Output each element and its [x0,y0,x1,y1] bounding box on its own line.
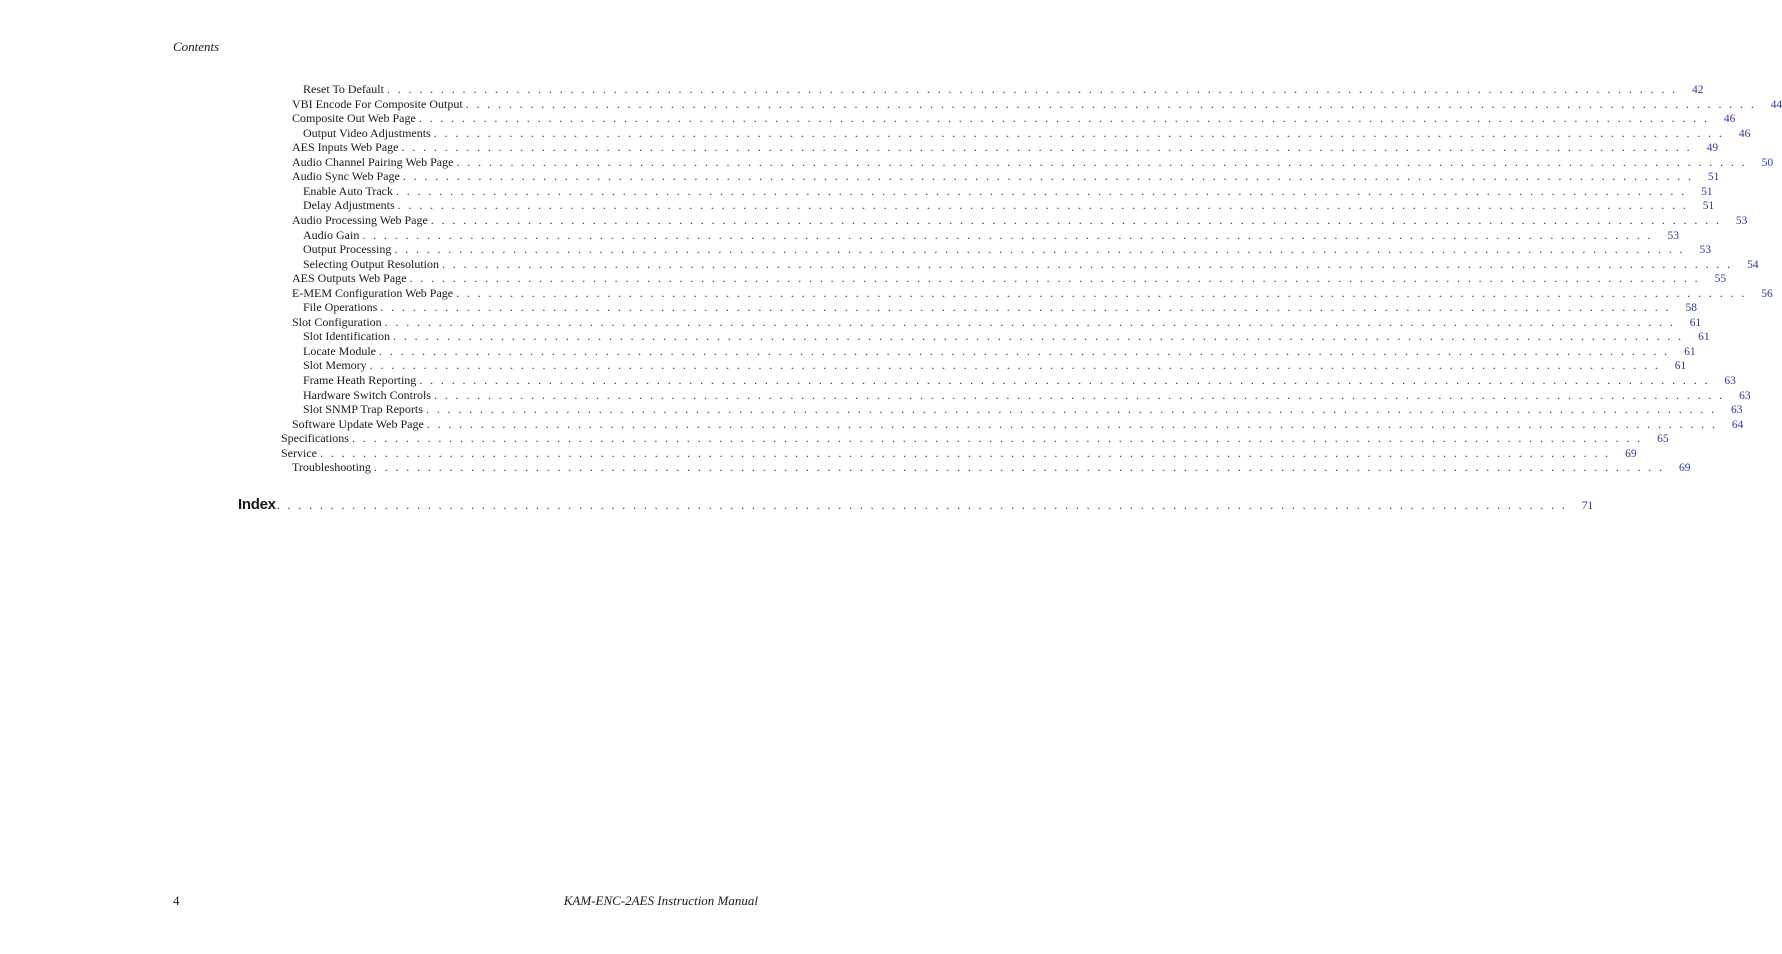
toc-entry[interactable] [292,97,1782,112]
toc-entry[interactable] [292,417,1744,432]
dot-leader: . . . . . . . . . . . . . . . . . . . . . . . . . . . . . . . . . . . . . . . . . . . . . . . . . . . . . . . . . . . . . . . . . . . . . . . . . . . . . . . . . . . . . . . . . . . . . . . . . . . . . . . . . . . . . . . . . . . . . . . . [319,446,1611,460]
toc-entry-title: Output Processing [303,242,392,256]
toc-entry-title: Audio Sync Web Page [292,169,400,183]
index-page-link[interactable]: 71 [1581,500,1594,512]
toc-entry[interactable] [303,329,1710,344]
toc-entry-page-link[interactable]: 53 [1699,244,1711,256]
dot-leader: . . . . . . . . . . . . . . . . . . . . . . . . . . . . . . . . . . . . . . . . . . . . . . . . . . . . . . . . . . . . . . . . . . . . . . . . . . . . . . . . . . . . . . . . . . . . . . . . . . . . . . . . . . . . . . . . . . . . . . . . [378,344,1670,358]
toc-entry-page-link[interactable]: 63 [1739,390,1751,402]
toc-entry[interactable] [303,198,1715,213]
toc-entry-title: Slot Identification [303,329,390,343]
dot-leader: . . . . . . . . . . . . . . . . . . . . . . . . . . . . . . . . . . . . . . . . . . . . . . . . . . . . . . . . . . . . . . . . . . . . . . . . . . . . . . . . . . . . . . . . . . . . . . . . . . . . . . . . . . . . . . . . . . . . . . . . [380,300,1671,314]
toc-entry[interactable] [292,213,1748,228]
dot-leader: . . . . . . . . . . . . . . . . . . . . . . . . . . . . . . . . . . . . . . . . . . . . . . . . . . . . . . . . . . . . . . . . . . . . . . . . . . . . . . . . . . . . . . . . . . . . . . . . . . . . . . . . . . . . . . . . . . . . . . . . [456,286,1747,300]
toc-entry-title: File Operations [303,300,378,314]
toc-entry-page-link[interactable]: 53 [1667,230,1679,242]
toc-entry[interactable] [303,402,1743,417]
toc-entry-title: Audio Channel Pairing Web Page [292,155,454,169]
dot-leader: . . . . . . . . . . . . . . . . . . . . . . . . . . . . . . . . . . . . . . . . . . . . . . . . . . . . . . . . . . . . . . . . . . . . . . . . . . . . . . . . . . . . . . . . . . . . . . . . . . . . . . . . . . . . . . . . . . . . . . . . [426,417,1718,431]
dot-leader: . . . . . . . . . . . . . . . . . . . . . . . . . . . . . . . . . . . . . . . . . . . . . . . . . . . . . . . . . . . . . . . . . . . . . . . . . . . . . . . . . . . . . . . . . . . . . . . . . . . . . . . . . . . . . . . . . . . . . . . . [433,126,1725,140]
toc-entry-title: Specifications [281,431,349,445]
dot-leader: . . . . . . . . . . . . . . . . . . . . . . . . . . . . . . . . . . . . . . . . . . . . . . . . . . . . . . . . . . . . . . . . . . . . . . . . . . . . . . . . . . . . . . . . . . . . . . . . . . . . . . . . . . . . . . . . . . . . . . . . [392,329,1684,343]
dot-leader: . . . . . . . . . . . . . . . . . . . . . . . . . . . . . . . . . . . . . . . . . . . . . . . . . . . . . . . . . . . . . . . . . . . . . . . . . . . . . . . . . . . . . . . . . . . . . . . . . . . . . . . . . . . . . . . . . . . . . . . . [442,257,1733,271]
toc-entry[interactable] [303,228,1679,243]
toc-entry-title: Troubleshooting [292,460,371,474]
toc-entry-page-link[interactable]: 63 [1731,404,1743,416]
toc-entry-title: Software Update Web Page [292,417,424,431]
index-title: Index [238,496,276,513]
toc-entry-title: E-MEM Configuration Web Page [292,286,454,300]
toc-entry-page-link[interactable]: 46 [1723,113,1736,125]
toc-entry-page-link[interactable]: 50 [1761,157,1774,169]
toc-entry-title: AES Inputs Web Page [292,140,399,154]
toc-entry-title: Service [281,446,317,460]
toc-entry-page-link[interactable]: 54 [1747,259,1759,271]
dot-leader: . . . . . . . . . . . . . . . . . . . . . . . . . . . . . . . . . . . . . . . . . . . . . . . . . . . . . . . . . . . . . . . . . . . . . . . . . . . . . . . . . . . . . . . . . . . . . . . . . . . . . . . . . . . . . . . . . . . . . . . . [397,198,1689,212]
toc-entry[interactable] [292,271,1727,286]
toc-entry-page-link[interactable]: 58 [1685,302,1697,314]
toc-entry[interactable] [292,286,1773,301]
running-header: Contents [173,39,220,54]
toc-entry-title: Locate Module [303,344,376,358]
toc-entry-title: Delay Adjustments [303,198,395,212]
dot-leader: . . . . . . . . . . . . . . . . . . . . . . . . . . . . . . . . . . . . . . . . . . . . . . . . . . . . . . . . . . . . . . . . . . . . . . . . . . . . . . . . . . . . . . . . . . . . . . . . . . . . . . . . . . . . . . . . . . . . . . . . [433,388,1725,402]
toc-entry[interactable] [292,155,1774,170]
toc-entry[interactable] [303,82,1704,97]
toc-entry-page-link[interactable]: 42 [1692,84,1704,96]
dot-leader: . . . . . . . . . . . . . . . . . . . . . . . . . . . . . . . . . . . . . . . . . . . . . . . . . . . . . . . . . . . . . . . . . . . . . . . . . . . . . . . . . . . . . . . . . . . . . . . . . . . . . . . . . . . . . . . . . . . . . . . . [394,242,1685,256]
toc-entry[interactable] [303,242,1711,257]
toc-entry-page-link[interactable]: 61 [1698,331,1710,343]
toc-entry-page-link[interactable]: 51 [1701,186,1713,198]
dot-leader: . . . . . . . . . . . . . . . . . . . . . . . . . . . . . . . . . . . . . . . . . . . . . . . . . . . . . . . . . . . . . . . . . . . . . . . . . . . . . . . . . . . . . . . . . . . . . . . . . . . . . . . . . . . . . . . . . . . . . . . . [386,82,1678,96]
toc-entry[interactable] [281,431,1669,446]
toc-entry-title: VBI Encode For Composite Output [292,97,463,111]
dot-leader: . . . . . . . . . . . . . . . . . . . . . . . . . . . . . . . . . . . . . . . . . . . . . . . . . . . . . . . . . . . . . . . . . . . . . . . . . . . . . . . . . . . . . . . . . . . . . . . . . . . . . . . . . . . . . . . . . . . . . . . . [396,184,1687,198]
toc-entry[interactable] [292,460,1691,475]
toc-entry[interactable] [303,184,1713,199]
toc-entry-page-link[interactable]: 53 [1735,215,1748,227]
toc-entry-page-link[interactable]: 63 [1724,375,1736,387]
toc-entry-page-link[interactable]: 55 [1714,273,1727,285]
dot-leader: . . . . . . . . . . . . . . . . . . . . . . . . . . . . . . . . . . . . . . . . . . . . . . . . . . . . . . . . . . . . . . . . . . . . . . . . . . . . . . . . . . . . . . . . . . . . . . . . . . . . . . . . . . . . . . . . . . . . . . . . [465,97,1757,111]
toc-entry-title: Composite Out Web Page [292,111,416,125]
toc-entry[interactable] [281,446,1637,461]
dot-leader: . . . . . . . . . . . . . . . . . . . . . . . . . . . . . . . . . . . . . . . . . . . . . . . . . . . . . . . . . . . . . . . . . . . . . . . . . . . . . . . . . . . . . . . . . . . . . . . . . . . . . . . . . . . . . . . . . . . . . . . . [362,228,1653,242]
dot-leader: . . . . . . . . . . . . . . . . . . . . . . . . . . . . . . . . . . . . . . . . . . . . . . . . . . . . . . . . . . . . . . . . . . . . . . . . . . . . . . . . . . . . . . . . . . . . . . . . . . . . . . . . . . . . . . . . . . . . . . . . [419,373,1710,387]
dot-leader: . . . . . . . . . . . . . . . . . . . . . . . . . . . . . . . . . . . . . . . . . . . . . . . . . . . . . . . . . . . . . . . . . . . . . . . . . . . . . . . . . . . . . . . . . . . . . . . . . . . . . . . . . . . . . . . . . . . . . . . . [430,213,1722,227]
toc-entry[interactable] [292,169,1720,184]
dot-leader: . . . . . . . . . . . . . . . . . . . . . . . . . . . . . . . . . . . . . . . . . . . . . . . . . . . . . . . . . . . . . . . . . . . . . . . . . . . . . . . . . . . . . . . . . . . . . . . . . . . . . . . . . . . . . . . . . . . . . . . . [409,271,1701,285]
toc-entry-page-link[interactable]: 49 [1706,142,1719,154]
toc-entry-title: AES Outputs Web Page [292,271,407,285]
toc-entry[interactable] [303,257,1759,272]
manual-title: KAM-ENC-2AES Instruction Manual [563,893,758,908]
toc-entry-title: Audio Processing Web Page [292,213,428,227]
toc-entry-title: Output Video Adjustments [303,126,431,140]
toc-entry-page-link[interactable]: 46 [1738,128,1751,140]
toc-entry-title: Reset To Default [303,82,384,96]
toc-entry-page-link[interactable]: 64 [1731,419,1744,431]
toc-entry-page-link[interactable]: 69 [1679,462,1691,474]
toc-entry[interactable] [292,315,1702,330]
toc-entry-page-link[interactable]: 56 [1761,288,1773,300]
toc-entry-title: Frame Heath Reporting [303,373,417,387]
dot-leader: . . . . . . . . . . . . . . . . . . . . . . . . . . . . . . . . . . . . . . . . . . . . . . . . . . . . . . . . . . . . . . . . . . . . . . . . . . . . . . . . . . . . . . . . . . . . . . . . . . . . . . . . . . . . . . . . . . . . . . . . [456,155,1748,169]
page-number: 4 [173,893,180,908]
toc-entry-page-link[interactable]: 51 [1702,200,1715,212]
toc-entry[interactable] [303,388,1751,403]
toc-entry[interactable] [303,300,1697,315]
dot-leader: . . . . . . . . . . . . . . . . . . . . . . . . . . . . . . . . . . . . . . . . . . . . . . . . . . . . . . . . . . . . . . . . . . . . . . . . . . . . . . . . . . . . . . . . . . . . . . . . . . . . . . . . . . . . . . . . . . . . . . . . [384,315,1676,329]
toc-entry-page-link[interactable]: 51 [1707,171,1720,183]
toc-entry[interactable] [292,111,1736,126]
toc-entry-page-link[interactable]: 44 [1770,99,1782,111]
toc-entry-title: Slot SNMP Trap Reports [303,402,423,416]
dot-leader: . . . . . . . . . . . . . . . . . . . . . . . . . . . . . . . . . . . . . . . . . . . . . . . . . . . . . . . . . . . . . . . . . . . . . . . . . . . . . . . . . . . . . . . . . . . . . . . . . . . . . . . . . . . . . . . . . . . . . . . . [401,140,1693,154]
toc-entry-page-link[interactable]: 61 [1684,346,1696,358]
dot-leader: . . . . . . . . . . . . . . . . . . . . . . . . . . . . . . . . . . . . . . . . . . . . . . . . . . . . . . . . . . . . . . . . . . . . . . . . . . . . . . . . . . . . . . . . . . . . . . . . . . . . . . . . . . . . . . . . . . . . . . . . [425,402,1717,416]
toc-entry-title: Selecting Output Resolution [303,257,439,271]
toc-entry-page-link[interactable]: 69 [1625,448,1637,460]
toc-entry-page-link[interactable]: 61 [1689,317,1702,329]
toc-entry-title: Audio Gain [303,228,360,242]
dot-leader: . . . . . . . . . . . . . . . . . . . . . . . . . . . . . . . . . . . . . . . . . . . . . . . . . . . . . . . . . . . . . . . . . . . . . . . . . . . . . . . . . . . . . . . . . . . . . . . . . . . . . . . . . . . . . . . . . . . . . . . . [351,431,1643,445]
toc-entry-index[interactable] [238,496,1594,514]
toc-entry-page-link[interactable]: 61 [1674,360,1687,372]
dot-leader: . . . . . . . . . . . . . . . . . . . . . . . . . . . . . . . . . . . . . . . . . . . . . . . . . . . . . . . . . . . . . . . . . . . . . . . . . . . . . . . . . . . . . . . . . . . . . . . . . . . . . . . . . . . . . . . . . . . . . . . . [276,498,1568,512]
toc-entry[interactable] [303,344,1696,359]
toc-entry[interactable] [292,140,1719,155]
dot-leader: . . . . . . . . . . . . . . . . . . . . . . . . . . . . . . . . . . . . . . . . . . . . . . . . . . . . . . . . . . . . . . . . . . . . . . . . . . . . . . . . . . . . . . . . . . . . . . . . . . . . . . . . . . . . . . . . . . . . . . . . [369,358,1661,372]
toc-entry-title: Slot Memory [303,358,367,372]
dot-leader: . . . . . . . . . . . . . . . . . . . . . . . . . . . . . . . . . . . . . . . . . . . . . . . . . . . . . . . . . . . . . . . . . . . . . . . . . . . . . . . . . . . . . . . . . . . . . . . . . . . . . . . . . . . . . . . . . . . . . . . . [402,169,1694,183]
toc-entry-page-link[interactable]: 65 [1657,433,1669,445]
toc-entry[interactable] [303,358,1687,373]
toc-entry[interactable] [303,373,1736,388]
toc-entry-title: Slot Configuration [292,315,382,329]
toc-entry-title: Enable Auto Track [303,184,393,198]
dot-leader: . . . . . . . . . . . . . . . . . . . . . . . . . . . . . . . . . . . . . . . . . . . . . . . . . . . . . . . . . . . . . . . . . . . . . . . . . . . . . . . . . . . . . . . . . . . . . . . . . . . . . . . . . . . . . . . . . . . . . . . . [373,460,1665,474]
toc-entry[interactable] [303,126,1751,141]
toc-entry-title: Hardware Switch Controls [303,388,431,402]
dot-leader: . . . . . . . . . . . . . . . . . . . . . . . . . . . . . . . . . . . . . . . . . . . . . . . . . . . . . . . . . . . . . . . . . . . . . . . . . . . . . . . . . . . . . . . . . . . . . . . . . . . . . . . . . . . . . . . . . . . . . . . . [418,111,1710,125]
